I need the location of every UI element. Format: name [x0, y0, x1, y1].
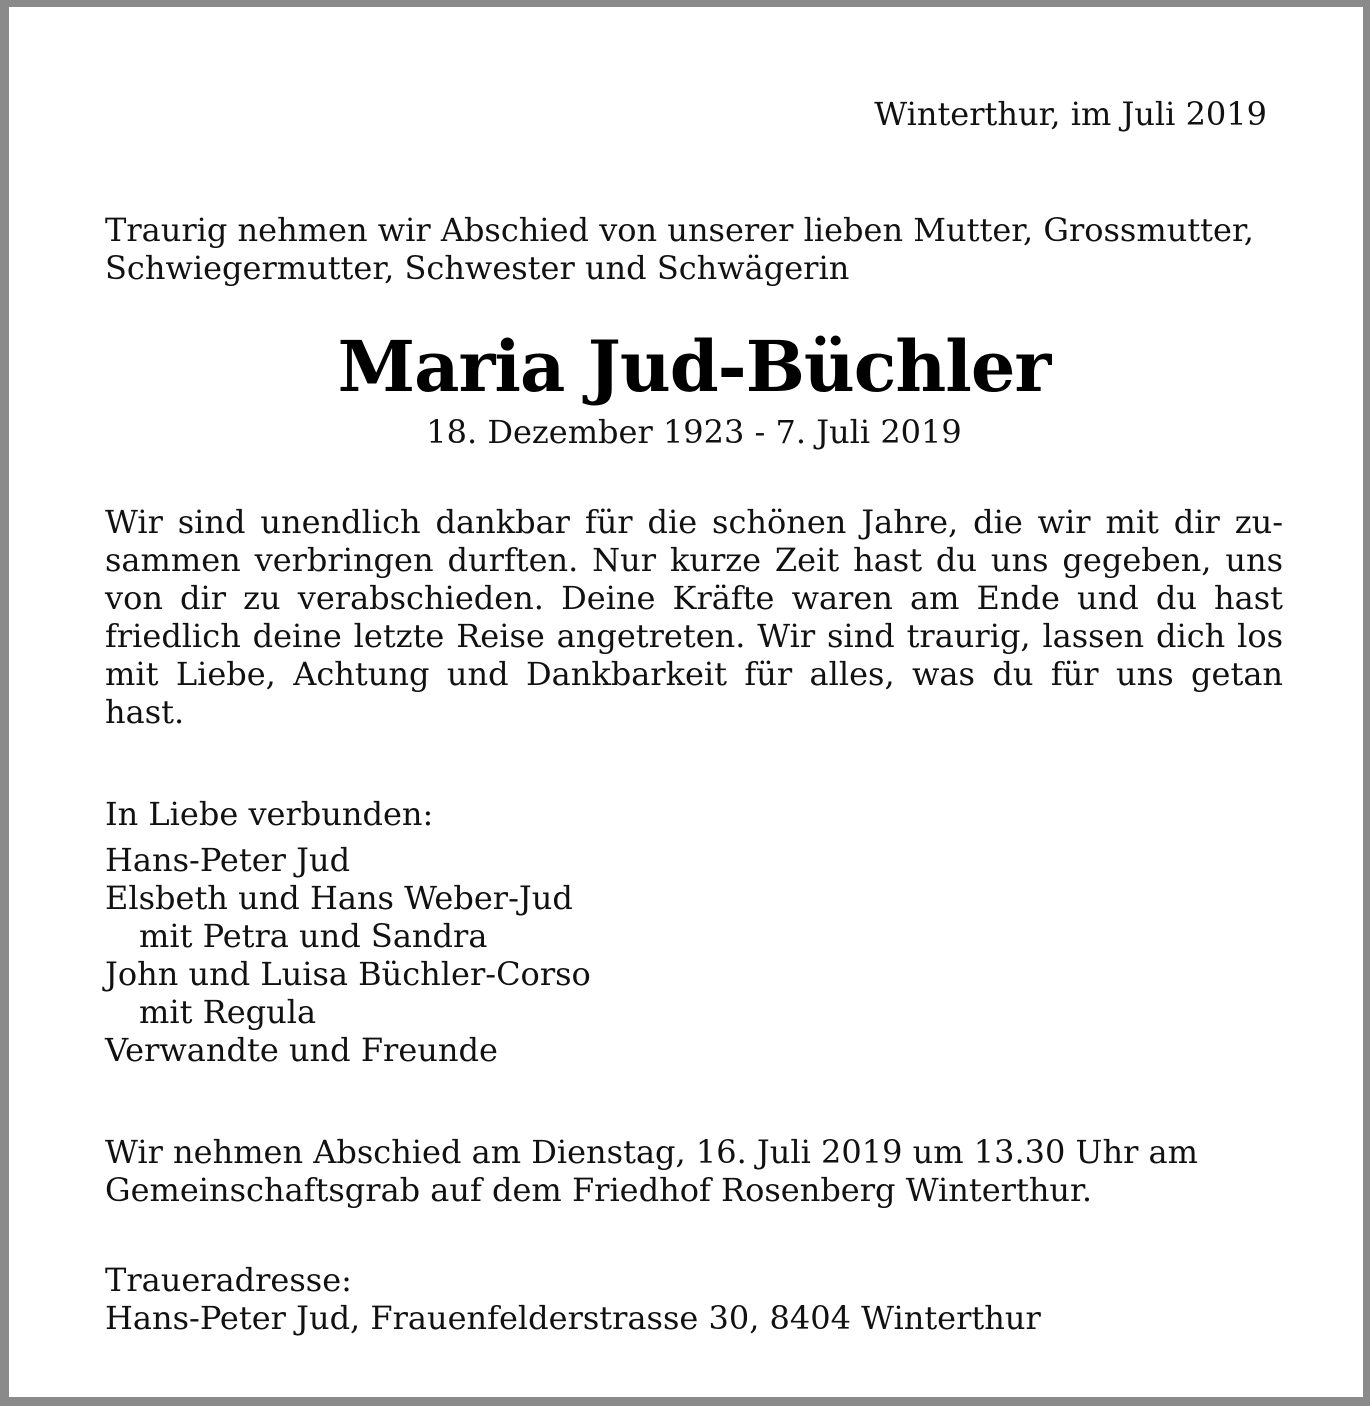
lifespan-dates: 18. Dezember 1923 - 7. Juli 2019 [426, 413, 962, 451]
message-line: mit Liebe, Achtung und Dankbarkeit für alles, was du für uns getan [105, 655, 1283, 693]
intro-text [105, 211, 1254, 287]
message-line: von dir zu verabschieden. Deine Kräfte waren am Ende und du hast [105, 579, 1283, 617]
family-member: Elsbeth und Hans Weber-Jud [105, 879, 573, 917]
intro-line: Traurig nehmen wir Abschied von unserer lieben Mutter, Grossmutter, [105, 211, 1254, 249]
family-member: Verwandte und Freunde [105, 1031, 498, 1069]
message-line: sammen verbringen durften. Nur kurze Zeit hast du uns gegeben, uns [105, 541, 1283, 579]
family-list [105, 795, 591, 1069]
address-line: Hans-Peter Jud, Frauenfelderstrasse 30, 8404 Winterthur [105, 1299, 1041, 1337]
intro-line: Schwiegermutter, Schwester und Schwägerin [105, 249, 850, 287]
family-member: Hans-Peter Jud [105, 841, 351, 879]
family-member-children: mit Petra und Sandra [139, 917, 488, 955]
ceremony-line: Gemeinschaftsgrab auf dem Friedhof Rosenberg Winterthur. [105, 1171, 1092, 1209]
family-member-children: mit Regula [139, 993, 317, 1031]
family-heading: In Liebe verbunden: [105, 795, 434, 833]
deceased-name: Maria Jud-Büchler [337, 325, 1051, 408]
place-date: Winterthur, im Juli 2019 [874, 95, 1267, 133]
family-member: John und Luisa Büchler-Corso [105, 955, 591, 993]
message-line: hast. [105, 693, 185, 731]
ceremony-info [105, 1133, 1198, 1209]
mourning-address [105, 1261, 1041, 1337]
message-line: friedlich deine letzte Reise angetreten. Wir sind traurig, lassen dich los [105, 617, 1283, 655]
ceremony-line: Wir nehmen Abschied am Dienstag, 16. Juli 2019 um 13.30 Uhr am [105, 1133, 1198, 1171]
memorial-message [105, 503, 1283, 731]
message-line: Wir sind unendlich dankbar für die schönen Jahre, die wir mit dir zu- [105, 503, 1283, 541]
address-heading: Traueradresse: [105, 1261, 352, 1299]
